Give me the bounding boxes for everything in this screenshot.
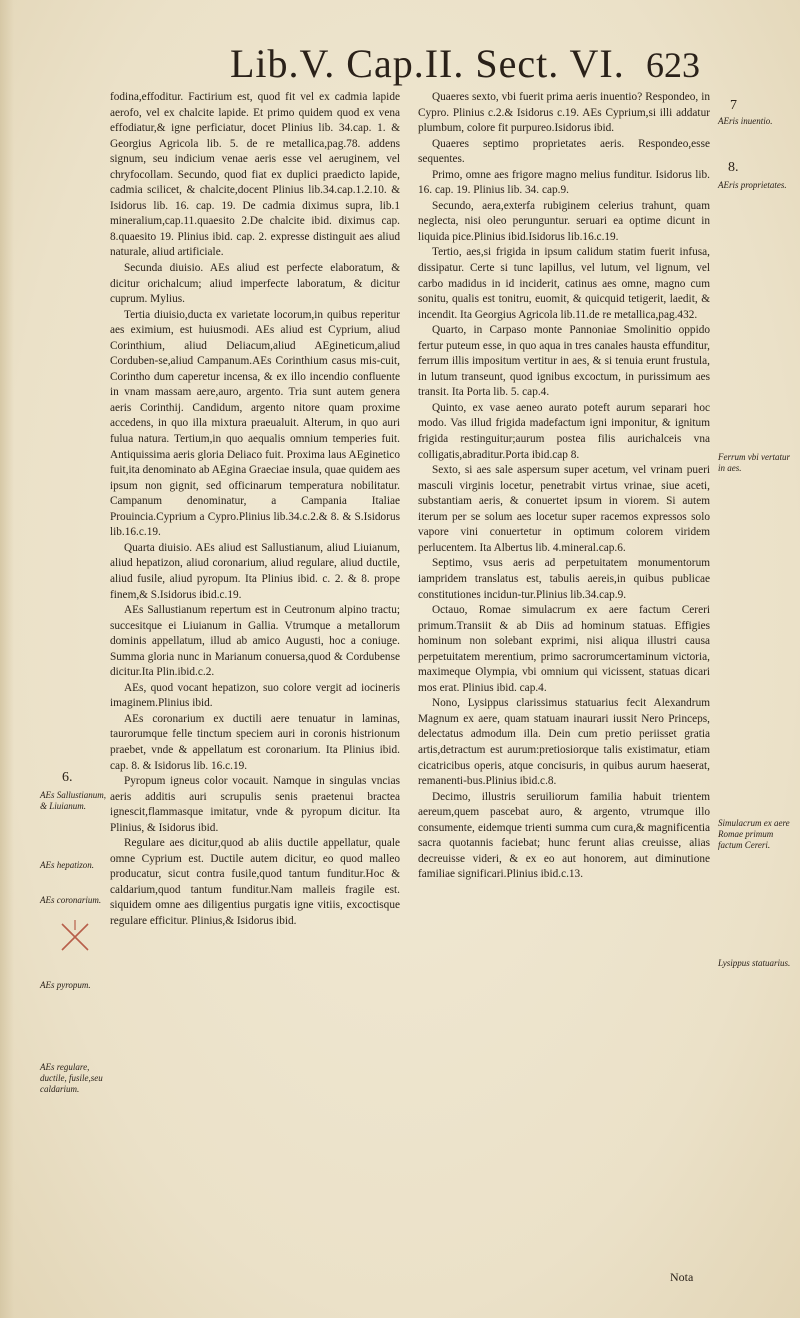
margin-note: AEris inuentio. [718,116,773,126]
right-text-column [418,90,710,883]
margin-note: AEs pyropum. [40,980,91,990]
paragraph: AEs Sallustianum repertum est in Ceutronum alpino tractu; succesitque ei Liuianum in Gallia. Vtrumque a metallorum dominis appellatum, illud ab amico Augusti, hoc a coniuge. Summa gloria nunc in Marianum conuersa,quod & Cordubense dicitur.Ita Plin.ibid.c.2. [110,604,400,679]
margin-note: Ferrum vbi vertatur in aes. [718,452,790,473]
paragraph: Primo, omne aes frigore magno melius funditur. Isidorus lib. 16. cap. 19. Plinius lib. 34. cap.9. [418,168,710,197]
page-number: 623 [646,45,700,85]
margin-number: 6. [62,770,73,785]
running-header [200,40,700,90]
margin-number: 8. [728,160,739,175]
margin-note: AEris proprietates. [718,180,787,190]
paragraph: Pyropum igneus color vocauit. Namque in singulas vncias aeris additis auri scrupulis senis praetenui bractea ignescit,flammasque imitatur, vnde & pyropum dicitur. Ita Plinius, & Isidorus ibid. [110,775,400,834]
paragraph: Nono, Lysippus clarissimus statuarius fecit Alexandrum Magnum ex aere, quam statuam inaurari iussit Nero Princeps, delectatus admodum illa. Dein cum pretio periisset gratia artis,detractum est aurum:pretiosiorque talis existimatur, etiam cicatricibus operis, atque concisuris, in quibus aurum haeserat, remanenti-bus.Plinius ibid.c.8. [418,697,710,788]
paragraph: Decimo, illustris seruiliorum familia habuit trientem aereum,quem pascebat auro, & argento, vtrumque illo consumente, eidemque trienti summa cum cura,& magnificentia sacra quotannis faciebat; hunc ferunt alias creuisse, alias decreuisse videri, & ex eo aut honorem, aut diminutione familiae significari.Plinius ibid.c.13. [418,790,710,881]
paragraph: Septimo, vsus aeris ad perpetuitatem monumentorum iampridem translatus est, tabulis aereis,in quibus publicae constitutiones incidun-tur.Plinius lib.34.cap.9. [418,557,710,601]
margin-note: Lysippus statuarius. [718,958,791,968]
paragraph: Quarta diuisio. AEs aliud est Sallustianum, aliud Liuianum, aliud hepatizon, aliud coronarium, aliud regulare, aliud ductile, aliud fusile, aliud pyropum. Ita Plinius ibid. c. 2. & 8. prope finem,& S.Isidorus ibid.c.19. [110,541,400,601]
left-text-column [110,90,400,930]
paragraph: Quaeres septimo proprietates aeris. Respondeo,esse sequentes. [418,137,710,166]
paragraph: Octauo, Romae simulacrum ex aere factum Cereri primum.Transiit & ab Diis ad hominum statuas. Effigies hominum non solebant exprimi, nisi aliqua illustri causa perpetuitatem merentium, primo sacrorumcertaminum victoria, maximeque Olympia, vbi omnium qui vicissent, statuas dicari mos erat. Plinius ibid. cap.4. [418,604,710,694]
paragraph: Sexto, si aes sale aspersum super acetum, vel vrinam pueri masculi virginis locetur, penetrabit virtus vrinae, siue aceti, substantiam aeris, & conuertet ipsum in viorem. Si autem iterum per se solum aes locetur super racemos expressos solo vapore vini conuertetur in optimum colorem viridem perlucentem. Ita Albertus lib. 4.mineral.cap.6. [418,464,710,554]
cross-mark-icon [58,920,92,954]
margin-note: AEs Sallustianum, & Liuianum. [40,790,107,811]
paragraph: Secundo, aera,exterfa rubiginem celerius trahunt, quam neglecta, nisi oleo perunguntur. seruari ea optime dicunt in liquida pice.Plinius ibid.Isidorus lib.16.c.19. [418,199,710,243]
page-header-title: Lib.V. Cap.II. Sect. VI. [230,41,625,86]
margin-note: Simulacrum ex aere Romae primum factum Cereri. [718,818,790,850]
paragraph: Regulare aes dicitur,quod ab aliis ductile appellatur, quale omne Cyprium est. Ductile autem dicitur, eo quod malleo producatur, sicut contra fusile,quod tantum funditur.Hoc & caldarium,quod tantum funditur.Nam malleis fragile est. siquidem omne aes diligentius purgatis igne vitiis, excoctisque regulare efficitur. Plinius,& Isidorus ibid. [110,837,400,927]
paragraph: Quarto, in Carpaso monte Pannoniae Smolinitio oppido fertur puteum esse, in quo aqua in tres canales hausta effunditur, ferrum illis impositum vertitur in aes, & si tenuia erunt frustula, in lutum transeunt, quod ignibus excoctum, in purissimum aes transit. Ita Porta lib. 5. cap.4. [418,324,710,399]
paragraph: Tertio, aes,si frigida in ipsum calidum statim fuerit infusa, dissipatur. Certe si tunc lapillus, vel lutum, vel lignum, vel carbo madidus in id inciderit, catinus aes omne, magno cum sonitu, qualis est tonitru, euomit, & quicquid tetigerit, laedit, & incendit. Ita Georgius Agricola lib.11.de re metallica,pag.432. [418,246,710,321]
margin-note: AEs coronarium. [40,895,102,905]
paragraph: fodina,effoditur. Factirium est, quod fit vel ex cadmia lapide aerofo, vel ex chalcite lapide. Et primo quidem quod ex vena effodiatur,& igne perficiatur, docet Plinius lib. 34.cap. 1. & Georgius Agricola lib. 5. de re metallica,pag.78. addens signum, seu indicium venae aeris esse vel aeruginem, vel chryfocollam. Secundo, quod fiat ex duplici praedicto lapide, cadmia scilicet, & chalcite,docent Plinius lib.34.cap.1.2.10. & Isidorus lib. 16. cap. 19. De cadmia diximus supra, lib.1 mineralium,cap.11.quaesito 2.De chalcite ibid. diximus cap. 8.quaesito 19. Plinius ibid. cap. 2. expresse distinguit aes aliud naturale, aliud artificiale. [110,91,400,259]
paragraph: Secunda diuisio. AEs aliud est perfecte elaboratum, & dicitur orichalcum; aliud imperfecte laboratum, & dicitur cuprum. Mylius. [110,262,400,306]
margin-note: AEs hepatizon. [40,860,94,870]
catchword: Nota [670,1270,694,1284]
paragraph: Quinto, ex vase aeneo aurato poteft aurum separari hoc modo. Vas illud frigida madefactum igni imponitur, & ignitum frigida restinguitur;aurum postea filis aurichalceis vna colligatis,abraditur.Porta ibid.cap 8. [418,401,710,461]
page-edge-shadow [0,0,14,1318]
paragraph: Tertia diuisio,ducta ex varietate locorum,in quibus reperitur aes eximium, est huiusmodi. AEs aliud est Cyprium, aliud Corinthium, aliud Deliacum,aliud AEgineticum,aliud Corduben-se,aliud Campanum.AEs Corinthium casus mis-cuit, Corintho dum caperetur incensa, & ex illo incendio confluente in vnam massam aere,auro, argento. Tria sunt autem genera aeris Corinthij. Candidum, argento nitore quam proxime accedens, in quo illa mixtura praeualuit. Alterum, in quo auri fulua natura. Tertium,in quo aequalis omnium temperies fuit. Antiquissima aeris gloria Deliaco fuit. Proxima laus AEginetico fuit,ita denominato ab AEgina Graeciae insula, quae quidem aes ipsum non gignit, sed officinarum temperatura nobilitatur. Campanum denominatur, a Campania Italiae Prouincia.Cyprium a Cypro.Plinius lib.34.c.2.& 8. & S.Isidorus lib.16.c.19. [110,308,400,539]
paragraph: AEs coronarium ex ductili aere tenuatur in laminas, taurorumque felle tinctum speciem auri in coronis histrionum praebet, vnde & appellatum est coronarium. Ita Plinius ibid. cap. 8. & Isidorus lib. 16.c.19. [110,712,400,772]
paragraph: AEs, quod vocant hepatizon, suo colore vergit ad iocineris imaginem.Plinius ibid. [110,681,400,710]
margin-number: 7 [730,98,737,113]
paragraph: Quaeres sexto, vbi fuerit prima aeris inuentio? Respondeo, in Cypro. Plinius c.2.& Isidorus c.19. AEs Cyprium,si illi addatur plumbum, colore fit purpureo.Isidorus ibid. [418,91,710,135]
margin-note: AEs regulare, ductile, fusile,seu caldarium. [40,1062,103,1094]
